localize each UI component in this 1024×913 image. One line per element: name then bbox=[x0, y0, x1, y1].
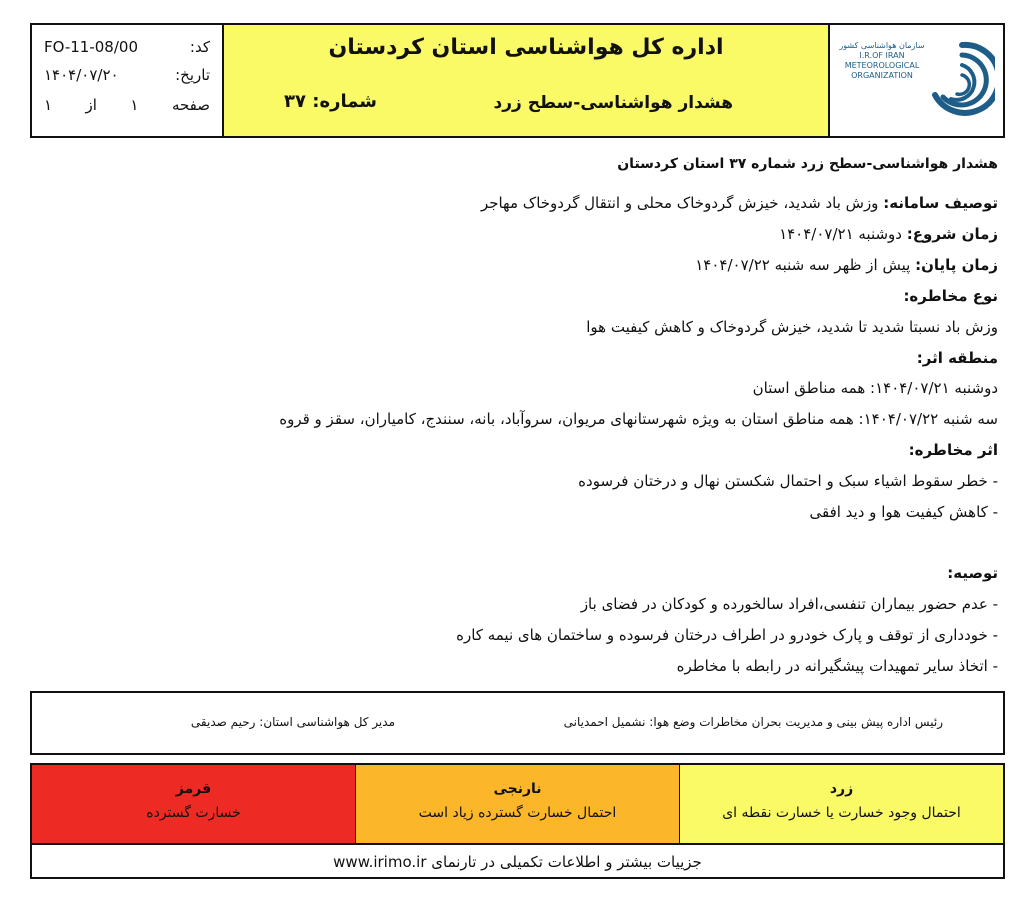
meteorological-organization-logo-icon bbox=[929, 31, 995, 131]
end-value: پیش از ظهر سه شنبه ۱۴۰۴/۰۷/۲۲ bbox=[695, 256, 911, 274]
advice-item: - عدم حضور بیماران تنفسی،افراد سالخورده و کودکان در فضای باز bbox=[580, 595, 998, 613]
hazard-type-value: وزش باد نسبتا شدید تا شدید، خیزش گردوخاک و کاهش کیفیت هوا bbox=[586, 318, 998, 336]
warning-number bbox=[284, 91, 377, 112]
code-row bbox=[44, 33, 210, 61]
page-of: از bbox=[85, 96, 97, 114]
forecast-head-signature bbox=[564, 715, 943, 729]
code-label: کد: bbox=[189, 38, 210, 56]
logo-text bbox=[838, 41, 926, 81]
page-row bbox=[44, 91, 210, 119]
org-title: اداره کل هواشناسی استان کردستان bbox=[328, 35, 724, 60]
forecast-head-label: رئیس اداره پیش بینی و مدیریت بحران مخاطرات وضع هوا: bbox=[649, 715, 943, 729]
impact-item: - خطر سقوط اشیاء سبک و احتمال شکستن نهال و درختان فرسوده bbox=[578, 472, 998, 490]
legend-level-desc: احتمال خسارت گسترده زیاد است bbox=[418, 805, 617, 821]
document-meta bbox=[32, 25, 224, 136]
logo-text-en2: METEOROLOGICAL bbox=[844, 61, 920, 70]
number-value: ۳۷ bbox=[284, 91, 306, 112]
header-title-block bbox=[224, 25, 828, 136]
legend-level-name: قرمز bbox=[175, 781, 212, 797]
page-total: ۱ bbox=[44, 96, 53, 114]
legend-levels bbox=[32, 765, 1003, 845]
start-time bbox=[779, 225, 998, 243]
end-time bbox=[695, 256, 998, 274]
director-signature bbox=[191, 715, 395, 729]
logo-text-en3: ORGANIZATION bbox=[851, 71, 913, 80]
website-footer: جزییات بیشتر و اطلاعات تکمیلی در تارنمای www.irimo.ir bbox=[333, 853, 702, 871]
area-item: سه شنبه ۱۴۰۴/۰۷/۲۲: همه مناطق استان به ویژه شهرستانهای مریوان، سروآباد، بانه، سنندج، کامیاران، سقز و قروه bbox=[279, 410, 998, 428]
legend-level-name: زرد bbox=[829, 781, 854, 797]
system-value: وزش باد شدید، خیزش گردوخاک محلی و انتقال گردوخاک مهاجر bbox=[480, 194, 879, 212]
date-value: ۱۴۰۴/۰۷/۲۰ bbox=[44, 66, 119, 84]
content-title: هشدار هواشناسی-سطح زرد شماره ۳۷ استان کردستان bbox=[617, 156, 998, 172]
director-label: مدیر کل هواشناسی استان: bbox=[259, 715, 395, 729]
signature-box bbox=[30, 691, 1005, 755]
legend-level-red bbox=[32, 765, 355, 843]
logo-text-en1: I.R.OF IRAN bbox=[859, 51, 905, 60]
code-value: FO-11-08/00 bbox=[44, 38, 138, 56]
hazard-type-label: نوع مخاطره: bbox=[903, 287, 998, 305]
advice-item: - خودداری از توقف و پارک خودرو در اطراف درختان فرسوده و ساختمان های نیمه کاره bbox=[456, 626, 998, 644]
impact-item: - کاهش کیفیت هوا و دید افقی bbox=[809, 503, 998, 521]
date-label: تاریخ: bbox=[175, 66, 210, 84]
logo-text-fa: سازمان هواشناسی کشور bbox=[839, 41, 925, 50]
start-value: دوشنبه ۱۴۰۴/۰۷/۲۱ bbox=[779, 225, 902, 243]
page-label: صفحه bbox=[171, 96, 210, 114]
legend-level-yellow bbox=[679, 765, 1003, 843]
legend-level-orange bbox=[355, 765, 679, 843]
warning-type: هشدار هواشناسی-سطح زرد bbox=[493, 93, 733, 113]
logo-block bbox=[828, 25, 1003, 136]
system-description bbox=[481, 194, 998, 212]
legend-level-desc: احتمال وجود خسارت یا خسارت نقطه ای bbox=[722, 805, 961, 821]
area-item: دوشنبه ۱۴۰۴/۰۷/۲۱: همه مناطق استان bbox=[752, 379, 998, 397]
document-header bbox=[30, 23, 1005, 138]
start-label: زمان شروع: bbox=[906, 225, 998, 243]
legend-level-name: نارنجی bbox=[493, 781, 542, 797]
impact-label: اثر مخاطره: bbox=[908, 441, 998, 459]
number-label: شماره: bbox=[312, 91, 377, 112]
advice-label: توصیه: bbox=[947, 564, 998, 582]
end-label: زمان پایان: bbox=[915, 256, 998, 274]
system-label: توصیف سامانه: bbox=[883, 194, 998, 212]
warning-level-legend bbox=[30, 763, 1005, 879]
page-current: ۱ bbox=[130, 96, 139, 114]
forecast-head-name: نشمیل احمدیانی bbox=[563, 715, 646, 729]
director-name: رحیم صدیقی bbox=[190, 715, 256, 729]
date-row bbox=[44, 61, 210, 89]
advice-item: - اتخاذ سایر تمهیدات پیشگیرانه در رابطه با مخاطره bbox=[676, 657, 998, 675]
legend-level-desc: خسارت گسترده bbox=[146, 805, 241, 821]
area-label: منطقه اثر: bbox=[916, 349, 998, 367]
